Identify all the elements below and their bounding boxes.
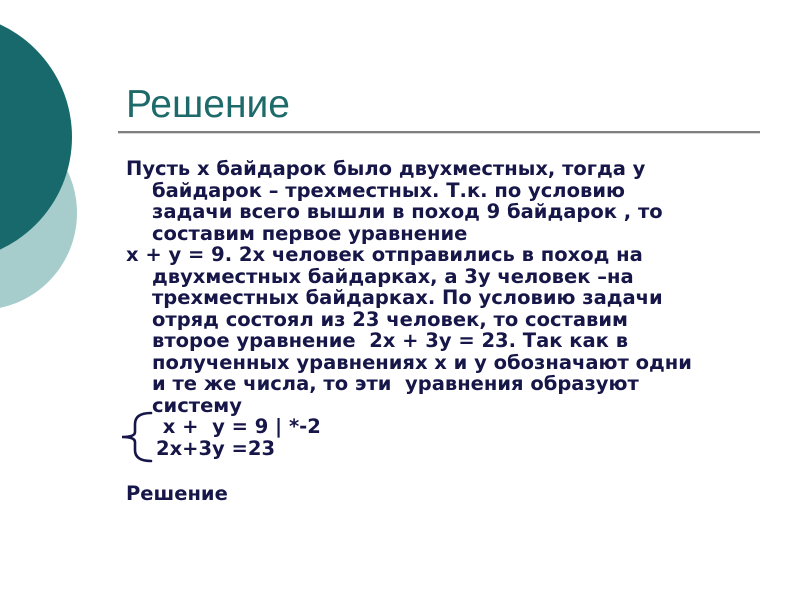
slide-title: Решение	[126, 83, 290, 126]
text-line: систему	[152, 393, 242, 417]
equation-system	[126, 416, 776, 459]
system-equations	[156, 416, 776, 459]
title-underline	[118, 131, 760, 134]
text-line: х + у = 9. 2х человек отправились в поход на	[126, 243, 643, 266]
solution-label: Решение	[126, 482, 228, 505]
text-line: трехместных байдарках. По условию задачи	[152, 286, 663, 309]
text-line: х + у = 9 | *-2	[156, 415, 321, 438]
text-line: байдарок – трехместных. Т.к. по условию	[152, 178, 625, 202]
paragraph-first-equation-setup	[126, 158, 776, 244]
curly-brace-icon	[120, 410, 154, 464]
text-line: отряд состоял из 23 человек, то составим	[152, 307, 628, 331]
text-line: Пусть х байдарок было двухместных, тогда у	[126, 157, 646, 180]
slide-body	[126, 158, 776, 505]
text-line: полученных уравнениях х и у обозначают одни	[152, 350, 692, 374]
text-line: задачи всего вышли в поход 9 байдарок , то	[152, 200, 663, 223]
paragraph-second-equation-setup	[126, 244, 776, 416]
text-line: второе уравнение 2х + 3у = 23. Так как в	[152, 329, 629, 352]
text-line: составим первое уравнение	[152, 221, 468, 245]
text-line: и те же числа, то эти уравнения образуют	[152, 372, 639, 395]
text-line: 2х+3у =23	[156, 436, 276, 460]
text-line: двухместных байдарках, а 3у человек –на	[152, 264, 634, 288]
